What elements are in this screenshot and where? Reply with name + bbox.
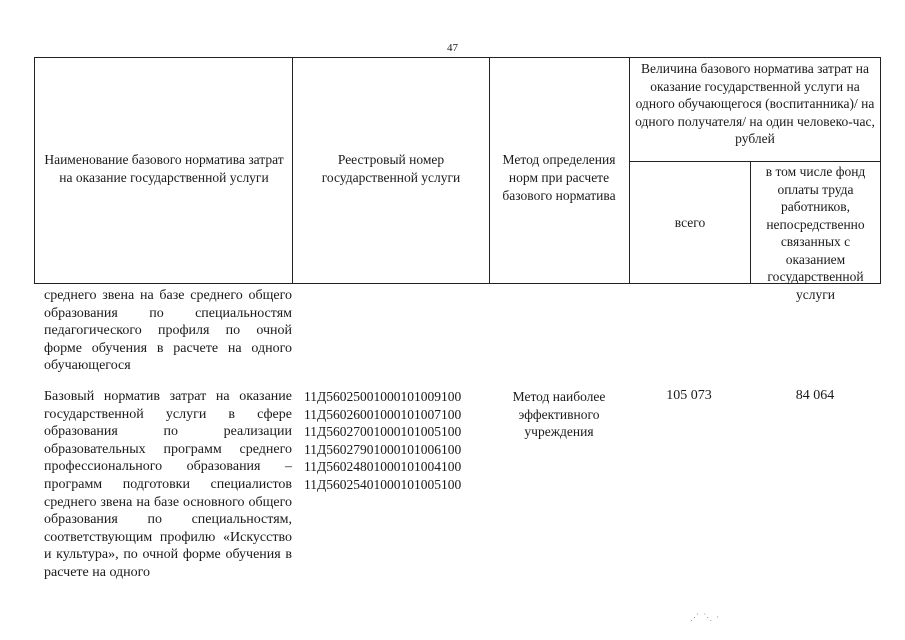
header-payroll: в том числе фонд оплаты труда работников, непосредственно связанных с оказанием государственной услуги <box>765 164 866 302</box>
header-registry-number: Реестровый номер государственной услуги <box>321 152 461 185</box>
row-registry-codes: 11Д56025001000101009100 11Д56026001000101007100 11Д56027001000101005100 11Д56027901000101006100 11Д56024801000101004100 11Д56025401000101005100 <box>304 389 462 492</box>
row-method: Метод наиболее эффективного учреждения <box>512 389 606 440</box>
row-payroll-value: 84 064 <box>795 388 835 403</box>
scan-artifact: ⋰ ⋱ ⸱ <box>690 612 720 622</box>
continuation-text: среднего звена на базе среднего общего образования по специальностям педагогического профиля по очной форме обучения в расчете на одного обучающегося <box>44 288 292 374</box>
row-service-name: Базовый норматив затрат на оказание государственной услуги в сфере образования по реализации образовательных программ среднего профессионального образования – программ подготовки специалистов среднего звена на базе основного общего образования по специальностям, соответствующим профилю «Искусство и культура», по очной форме обучения в расчете на одного <box>44 389 292 580</box>
header-method: Метод определения норм при расчете базового норматива <box>502 152 616 203</box>
page-number: 47 <box>447 42 458 54</box>
row-total-value: 105 073 <box>666 388 712 403</box>
header-total: всего <box>674 215 706 230</box>
header-service-name: Наименование базового норматива затрат на оказание государственной услуги <box>44 152 284 185</box>
header-norm-value-group: Величина базового норматива затрат на оказание государственной услуги на одного обучающегося (воспитанника)/ на одного получателя/ на один человеко-час, рублей <box>635 61 875 146</box>
